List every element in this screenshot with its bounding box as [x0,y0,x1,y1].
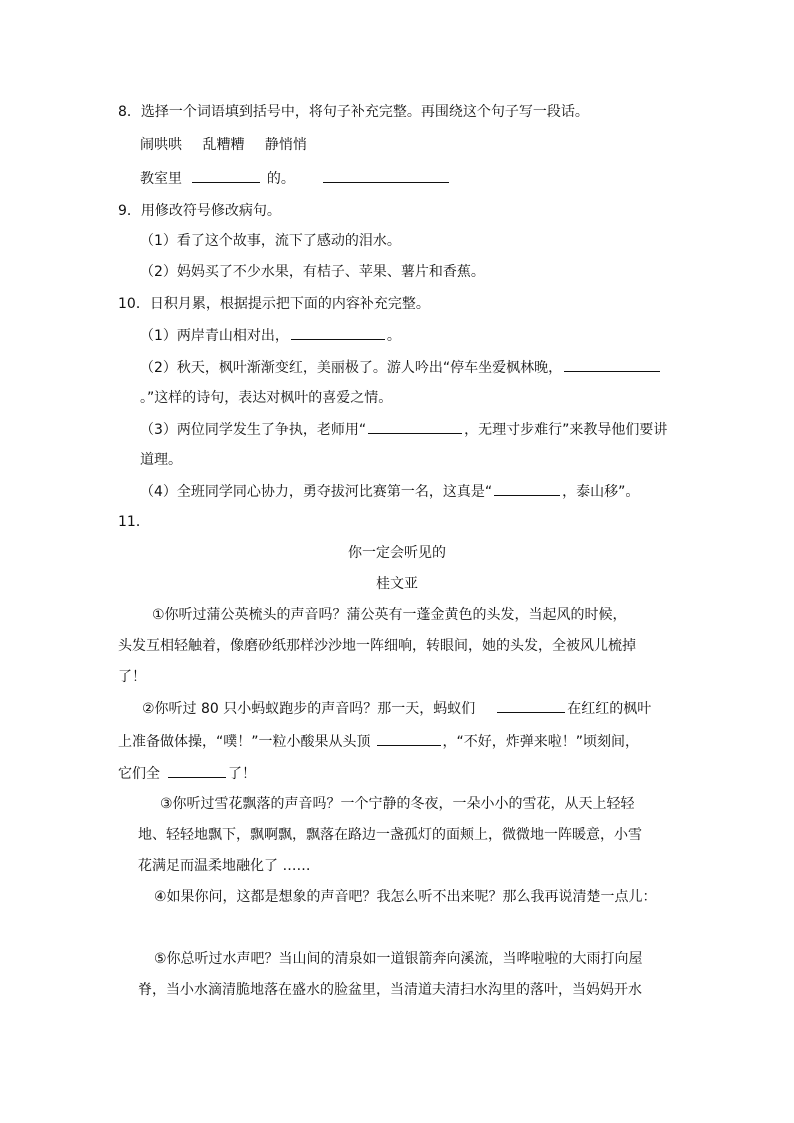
q10-item-2 [140,357,662,378]
q8-options [140,135,323,155]
q10-blank-4[interactable] [494,481,560,496]
q10-item-1-end: 。 [386,328,401,344]
p2-line-1-end: 在红红的枫叶 [567,701,652,717]
q10-item-1 [140,325,401,346]
q9-item-1: （1）看了这个故事，流下了感动的泪水。 [140,233,401,249]
q8-option-2: 乱糟糟 [202,137,245,153]
p2-line-3-end: 了！ [228,766,256,782]
p2-line-1-text: ②你听过 80 只小蚂蚁跑步的声音吗？那一天，蚂蚁们 [142,701,476,717]
q8-stem: 8．选择一个词语填到括号中，将句子补充完整。再围绕这个句子写一段话。 [118,104,589,120]
p1-line-1: ①你听过蒲公英梳头的声音吗？蒲公英有一蓬金黄色的头发，当起风的时候， [152,607,627,623]
p1-line-3: 了！ [118,669,146,685]
p2-line-2-text: 上准备做体操，“噗！”一粒小酸果从头顶 [118,734,371,750]
p3-line-3: 花满足而温柔地融化了 …… [138,858,311,874]
p2-line-3 [118,763,256,784]
q8-sentence-pre: 教室里 [140,171,182,187]
p5-line-1: ⑤你总听过水声吧？当山间的清泉如一道银箭奔向溪流，当哗啦啦的大雨打向屋 [154,951,643,967]
q8-blank-word[interactable] [192,168,260,183]
passage-title: 你一定会听见的 [348,545,446,561]
q8-blank-paragraph[interactable] [323,168,449,183]
q8-option-1: 闹哄哄 [140,137,182,153]
p2-line-2 [118,731,639,752]
q8-sentence-post: 的。 [266,171,295,187]
q10-blank-1[interactable] [291,325,385,340]
q10-blank-3[interactable] [368,419,462,434]
q10-item-2-text: （2）秋天，枫叶渐渐变红，美丽极了。游人吟出“停车坐爱枫林晚， [140,360,563,376]
p2-blank-2[interactable] [377,731,441,746]
q8-option-3: 静悄悄 [264,137,307,153]
p2-blank-3[interactable] [168,763,226,778]
q9-item-2: （2）妈妈买了不少水果，有桔子、苹果、薯片和香蕉。 [140,264,485,280]
p4-line-1: ④如果你问，这都是想象的声音吧？我怎么听不出来呢？那么我再说清楚一点儿： [154,889,657,905]
passage-author: 桂文亚 [376,576,418,592]
q10-item-3-end: ，无理寸步难行”来教导他们要讲 [464,422,668,438]
q10-item-4 [140,481,639,502]
q10-item-3-cont: 道理。 [140,452,182,468]
q10-stem: 10．日积月累，根据提示把下面的内容补充完整。 [118,296,430,312]
p5-line-2: 脊，当小水滴清脆地落在盛水的脸盆里，当清道夫清扫水沟里的落叶，当妈妈开水 [138,982,642,998]
q10-item-4-end: ，泰山移”。 [562,484,640,500]
q10-item-1-text: （1）两岸青山相对出， [140,328,289,344]
p2-line-1 [142,698,651,719]
q9-stem: 9．用修改符号修改病句。 [118,203,281,219]
q10-item-2-cont: 。”这样的诗句，表达对枫叶的喜爱之情。 [140,390,393,406]
p1-line-2: 头发互相轻触着，像磨砂纸那样沙沙地一阵细响，转眼间，她的头发，全被风儿梳掉 [118,638,636,654]
q10-item-3 [140,419,667,440]
p2-line-3-text: 它们全 [118,766,160,782]
q10-blank-2[interactable] [564,357,660,372]
p3-line-2: 地、轻轻地飘下，飘啊飘，飘落在路边一盏孤灯的面颊上，微微地一阵暖意，小雪 [138,827,642,843]
p3-line-1: ③你听过雪花飘落的声音吗？一个宁静的冬夜，一朵小小的雪花，从天上轻轻 [160,796,635,812]
q8-sentence [140,168,451,189]
q11-number: 11． [118,514,150,530]
q10-item-3-text: （3）两位同学发生了争执，老师用“ [140,422,367,438]
p2-blank-1[interactable] [497,698,565,713]
q10-item-4-text: （4）全班同学同心协力，勇夺拔河比赛第一名，这真是“ [140,484,493,500]
p2-line-2-end: ，“不好，炸弹来啦！”顷刻间， [442,734,640,750]
